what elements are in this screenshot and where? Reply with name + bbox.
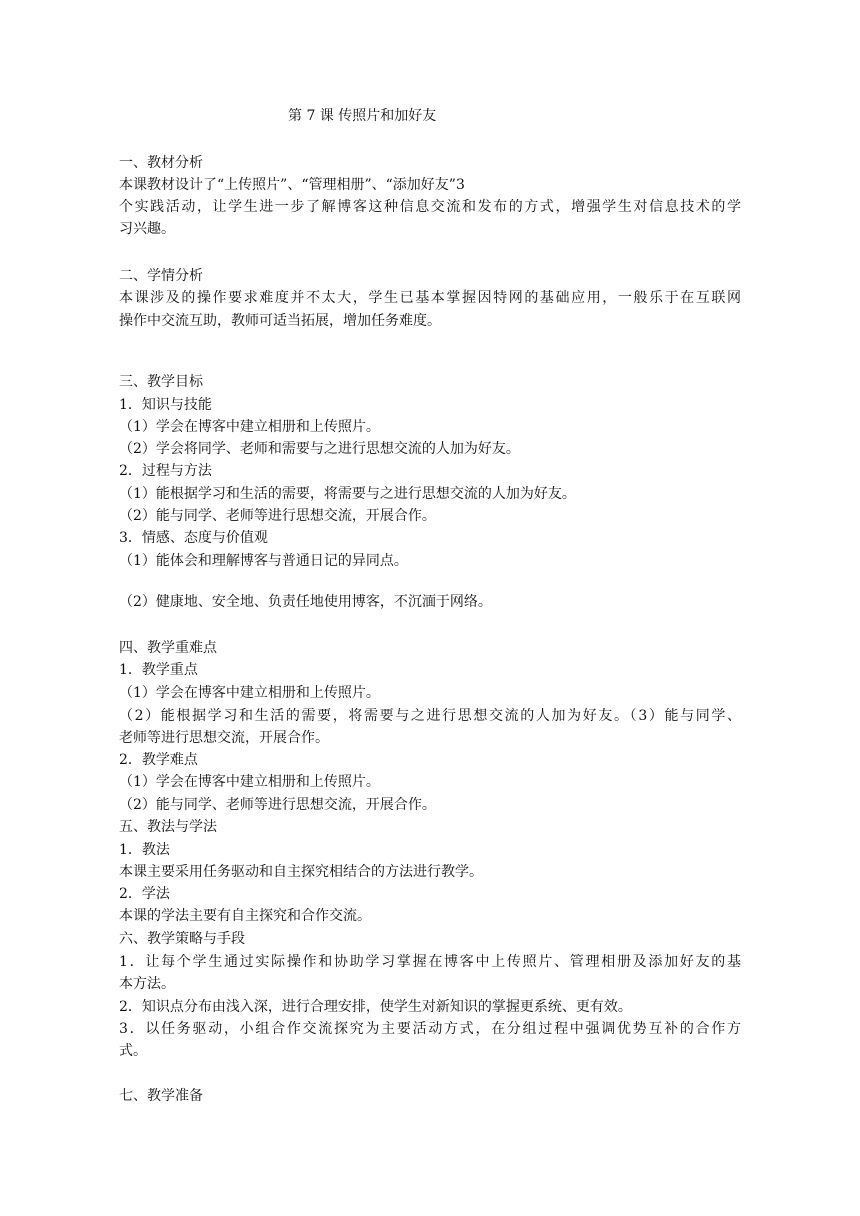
list-item: 2．知识点分布由浅入深，进行合理安排，使学生对新知识的掌握更系统、更有效。 [119,999,632,1015]
section-heading: 一、教材分析 [119,155,203,171]
section-heading: 七、教学准备 [119,1088,203,1104]
list-item: 3．以任务驱动，小组合作交流探究为主要活动方式，在分组过程中强调优势互补的合作方 [119,1021,741,1037]
list-item: （1）能根据学习和生活的需要，将需要与之进行思想交流的人加为好友。 [119,486,576,502]
section-heading: 六、教学策略与手段 [119,931,245,947]
section-heading: 二、学情分析 [119,268,203,284]
subheading: 2．教学难点 [119,752,198,768]
subheading: 1．知识与技能 [119,397,212,413]
section-heading: 五、教法与学法 [119,819,217,835]
paragraph-line: 本课主要采用任务驱动和自主探究相结合的方法进行教学。 [119,864,483,880]
section-heading: 三、教学目标 [119,374,203,390]
paragraph-line: 本课涉及的操作要求难度并不太大，学生已基本掌握因特网的基础应用，一般乐于在互联网 [119,290,741,306]
list-item: （2）能根据学习和生活的需要，将需要与之进行思想交流的人加为好友。（3）能与同学、 [119,708,741,724]
subheading: 2．过程与方法 [119,463,212,479]
subheading: 1．教法 [119,842,170,858]
list-item: （2）学会将同学、老师和需要与之进行思想交流的人加为好友。 [119,441,520,457]
list-item: 式。 [119,1043,147,1059]
list-item: （1）学会在博客中建立相册和上传照片。 [119,419,380,435]
paragraph-line: 本课教材设计了“上传照片”、“管理相册”、“添加好友”3 [119,177,465,193]
subheading: 1．教学重点 [119,662,198,678]
subheading: 3．情感、态度与价值观 [119,530,268,546]
paragraph-line: 习兴趣。 [119,221,175,237]
section-heading: 四、教学重难点 [119,640,217,656]
page-title: 第 7 课 传照片和加好友 [288,108,437,124]
list-item: 老师等进行思想交流，开展合作。 [119,730,329,746]
list-item: （1）学会在博客中建立相册和上传照片。 [119,685,380,701]
list-item: （1）能体会和理解博客与普通日记的异同点。 [119,553,408,569]
paragraph-line: 本课的学法主要有自主探究和合作交流。 [119,908,371,924]
list-item: （1）学会在博客中建立相册和上传照片。 [119,774,380,790]
list-item: （2）能与同学、老师等进行思想交流，开展合作。 [119,797,436,813]
list-item: 1．让每个学生通过实际操作和协助学习掌握在博客中上传照片、管理相册及添加好友的基 [119,954,741,970]
list-item: （2）能与同学、老师等进行思想交流，开展合作。 [119,508,436,524]
list-item: 本方法。 [119,976,175,992]
paragraph-line: 个实践活动，让学生进一步了解博客这种信息交流和发布的方式，增强学生对信息技术的学 [119,199,741,215]
list-item: （2）健康地、安全地、负责任地使用博客，不沉湎于网络。 [119,594,492,610]
paragraph-line: 操作中交流互助，教师可适当拓展，增加任务难度。 [119,313,441,329]
subheading: 2．学法 [119,886,170,902]
